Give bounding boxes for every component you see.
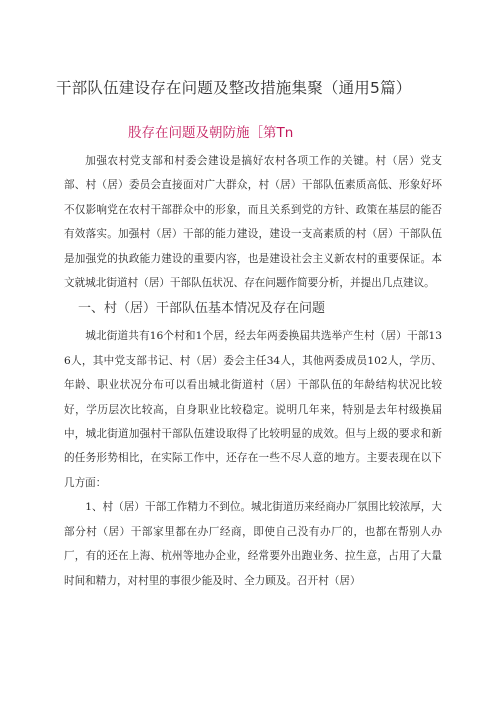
document-body [64, 149, 442, 593]
section-heading: 一、村（居）干部队伍基本情况及存在问题 [78, 301, 326, 317]
document-subtitle: 股存在问题及朝防施［第Tn [128, 125, 294, 141]
body-paragraph-3: 1、村（居）干部工作精力不到位。城北街道历来经商办厂氛围比较浓厚，大部分村（居）干部家里都在办厂经商，即使自己没有办厂的，也都在帮别人办厂，有的还在上海、杭州等地办企业，经常要外出跑业务、拉生意，占用了大量时间和精力，对村里的事很少能及时、全力顾及。召开村（居） [64, 501, 442, 587]
body-paragraph-2: 城北街道共有16个村和1个居，经去年两委换届共选举产生村（居）干部136人，其中党支部书记、村（居）委会主任34人，其他两委成员102人，学历、年龄、职业状况分布可以看出城北街道村（居）干部队伍的年龄结构状况比较好，学历层次比较高，自身职业比较稳定。说明几年来，特别是去年村级换届中，城北街道加强村干部队伍建设取得了比较明显的成效。但与上级的要求和新的任务形势相比，在实际工作中，还存在一些不尽人意的地方。主要表现在以下几方面： [64, 330, 442, 489]
document-title: 干部队伍建设存在问题及整改措施集聚（通用5篇） [56, 79, 412, 97]
intro-paragraph: 加强农村党支部和村委会建设是搞好农村各项工作的关键。村（居）党支部、村（居）委员会直接面对广大群众，村（居）干部队伍素质高低、形象好坏不仅影响党在农村干部群众中的形象，而且关系到党的方针、政策在基层的能否有效落实。加强村（居）干部的能力建设，建设一支高素质的村（居）干部队伍是加强党的执政能力建设的重要内容，也是建设社会主义新农村的重要保证。本文就城北街道村（居）干部队伍状况、存在问题作简要分析，并提出几点建议。 [64, 155, 442, 290]
